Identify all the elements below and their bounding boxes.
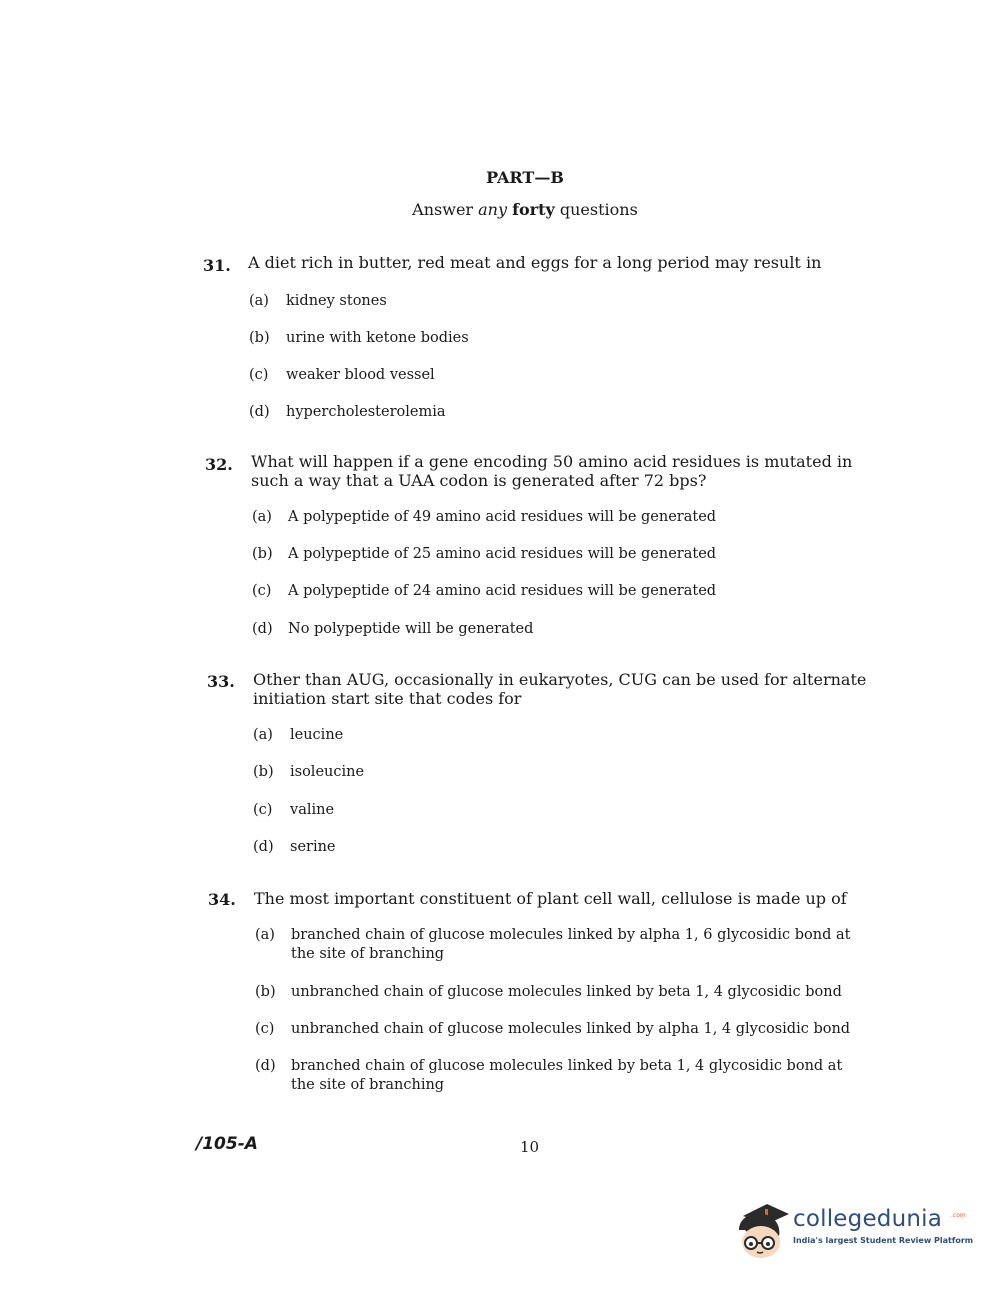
question-number: 32. (205, 455, 233, 474)
question-text: Other than AUG, occasionally in eukaryotes, CUG can be used for alternate initiation start site that codes for (253, 670, 867, 708)
page-number: 10 (520, 1138, 540, 1156)
exam-page: PART—B Answer any forty questions 31. A diet rich in butter, red meat and eggs for a long period may result in (a) kidney stones (b) urine with ketone bodies (c) weaker blood vessel (d) hypercholesterolemia 32. What will happen if a gene encoding 50 amino acid residues is mutated in such a way that a UAA codon is generated after 72 bps? (a) A polypeptide of 49 amino acid residues will be generated (b) A polypeptide of 25 amino acid residues will be generated (c) A polypeptide of 24 amino acid residues will be generated (d) No polypeptide will be generated 33. Other than AUG, occasionally in eukaryotes, CUG can be used for alternate initiation start site that codes for (a) leucine (b) isoleucine (c) valine (d) serine 34. The most important constituent of plant cell wall, cellulose is made up of (a) branched chain of glucose molecules linked by alpha 1, 6 glycosidic bond at the site of branching (b) unbranched chain of glucose molecules linked by beta 1, 4 glycosidic bond (c) unbranched chain of glucose molecules linked by alpha 1, 4 glycosidic bond (d) branched chain of glucose molecules linked by beta 1, 4 glycosidic bond at the site of branching /105-A 10 collegedunia .com India's largest Student Review Platform (0, 0, 993, 1303)
question-text: The most important constituent of plant cell wall, cellulose is made up of (254, 889, 847, 908)
student-mascot-icon (735, 1196, 793, 1266)
question-text: What will happen if a gene encoding 50 amino acid residues is mutated in such a way that a UAA codon is generated after 72 bps? (251, 452, 853, 490)
collegedunia-logo (735, 1196, 974, 1266)
logo-wordmark: collegedunia (793, 1206, 943, 1232)
paper-code: /105-A (196, 1134, 258, 1154)
question-number: 34. (208, 890, 236, 909)
part-title: PART—B (486, 168, 564, 187)
logo-tagline: India's largest Student Review Platform (793, 1236, 974, 1245)
question-number: 31. (203, 256, 231, 275)
question-number: 33. (207, 672, 235, 691)
logo-suffix: .com (951, 1212, 966, 1219)
question-text: A diet rich in butter, red meat and eggs for a long period may result in (248, 253, 822, 272)
instructions: Answer any forty questions (412, 200, 638, 219)
